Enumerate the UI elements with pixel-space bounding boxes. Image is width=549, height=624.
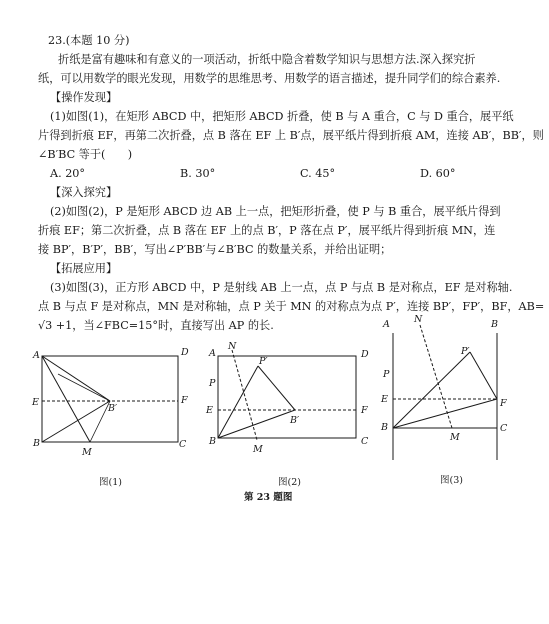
fig2-label-a: A	[209, 348, 216, 359]
fig2-label-n: N	[228, 341, 237, 352]
part3-line-2: 点 B 与点 F 是对称点，MN 是对称轴，点 P 关于 MN 的对称点为点 P′，连接 BP′，FP′，BF，AB=	[38, 300, 545, 313]
fig2-rectangle	[218, 356, 356, 438]
fig3-label-c: C	[500, 423, 508, 434]
fig1-line-am	[42, 356, 90, 442]
choice-a: A. 20°	[50, 167, 86, 180]
section-title-operation: 【操作发现】	[50, 91, 118, 104]
fig3-label-b: B	[381, 422, 388, 433]
fig1-label-m: M	[82, 447, 92, 458]
fig1-label-d: D	[181, 347, 189, 358]
choice-d: D. 60°	[420, 167, 456, 180]
fig2-label-p: P	[209, 378, 216, 389]
fig2-label-b-prime: B′	[290, 415, 300, 426]
fig3-label-e: E	[381, 394, 388, 405]
fig2-label-d: D	[361, 349, 369, 360]
choice-c: C. 45°	[300, 167, 336, 180]
fig1-label-b-prime: B′	[108, 403, 118, 414]
fig1-line-inner	[58, 374, 110, 401]
fig3-label-a: A	[383, 319, 390, 330]
fig3-label-m: M	[450, 432, 460, 443]
fig2-caption: 图(2)	[278, 477, 301, 488]
fig2-line-mn	[232, 350, 257, 440]
fig1-label-c: C	[179, 439, 187, 450]
part1-line-3: ∠B′BC 等于( )	[38, 148, 133, 161]
fig3-caption: 图(3)	[440, 475, 463, 486]
fig3-line-bf	[393, 399, 497, 428]
fig1-label-e: E	[32, 397, 39, 408]
fig2-line-bb-prime	[218, 410, 295, 438]
question-header: 23.(本题 10 分)	[48, 34, 130, 47]
fig1-label-a: A	[33, 350, 40, 361]
fig1-label-b: B	[33, 438, 40, 449]
section-title-explore: 【深入探究】	[50, 186, 118, 199]
fig1-label-f: F	[181, 395, 188, 406]
part3-line-1: (3)如图(3)，正方形 ABCD 中，P 是射线 AB 上一点，点 P 与点 B 是对称点，EF 是对称轴.	[50, 281, 513, 294]
fig2-label-c: C	[361, 436, 369, 447]
fig2-label-m: M	[253, 444, 263, 455]
choice-b: B. 30°	[180, 167, 216, 180]
fig3-label-b-top: B	[491, 319, 498, 330]
intro-line-1: 折纸是富有趣味和有意义的一项活动，折纸中隐含着数学知识与思想方法.深入探究折	[58, 53, 476, 66]
fig2-label-p-prime: P′	[259, 356, 268, 367]
fig3-label-p-prime: P′	[461, 346, 470, 357]
fig2-line-p-prime-b-prime	[258, 366, 295, 410]
section-title-application: 【拓展应用】	[50, 262, 118, 275]
part2-line-3: 接 BP′，B′P′，BB′，写出∠P′BB′与∠B′BC 的数量关系，并给出证明；	[38, 243, 392, 256]
fig2-label-e: E	[206, 405, 213, 416]
figures-group-caption: 第 23 题图	[244, 492, 293, 503]
fig2-line-bp-prime	[218, 366, 258, 438]
fig1-caption: 图(1)	[99, 477, 122, 488]
fig1-rectangle	[42, 356, 178, 442]
fig3-label-p: P	[383, 369, 390, 380]
fig2-label-b: B	[209, 436, 216, 447]
fig2-label-f: F	[361, 405, 368, 416]
part1-line-1: (1)如图(1)，在矩形 ABCD 中，把矩形 ABCD 折叠，使 B 与 A 重合，C 与 D 重合，展平纸	[50, 110, 514, 123]
part3-line-3: √3 +1，当∠FBC=15°时，直接写出 AP 的长.	[38, 319, 274, 332]
part1-line-2: 片得到折痕 EF，再第二次折叠，点 B 落在 EF 上 B′点，展平纸片得到折痕 AM，连接 AB′，BB′，则	[38, 129, 544, 142]
intro-line-2: 纸，可以用数学的眼光发现，用数学的思维思考、用数学的语言描述，提升同学们的综合素养.	[38, 72, 501, 85]
part2-line-1: (2)如图(2)，P 是矩形 ABCD 边 AB 上一点，把矩形折叠，使 P 与 B 重合，展平纸片得到	[50, 205, 501, 218]
fig3-label-n: N	[414, 314, 423, 325]
part2-line-2: 折痕 EF；第二次折叠，点 B 落在 EF 上的点 B′，P 落在点 P′，展平纸片得到折痕 MN，连	[38, 224, 496, 237]
fig3-label-f: F	[500, 398, 507, 409]
fig1-line-ab-prime	[42, 356, 110, 401]
fig3-line-fp-prime	[470, 352, 497, 399]
